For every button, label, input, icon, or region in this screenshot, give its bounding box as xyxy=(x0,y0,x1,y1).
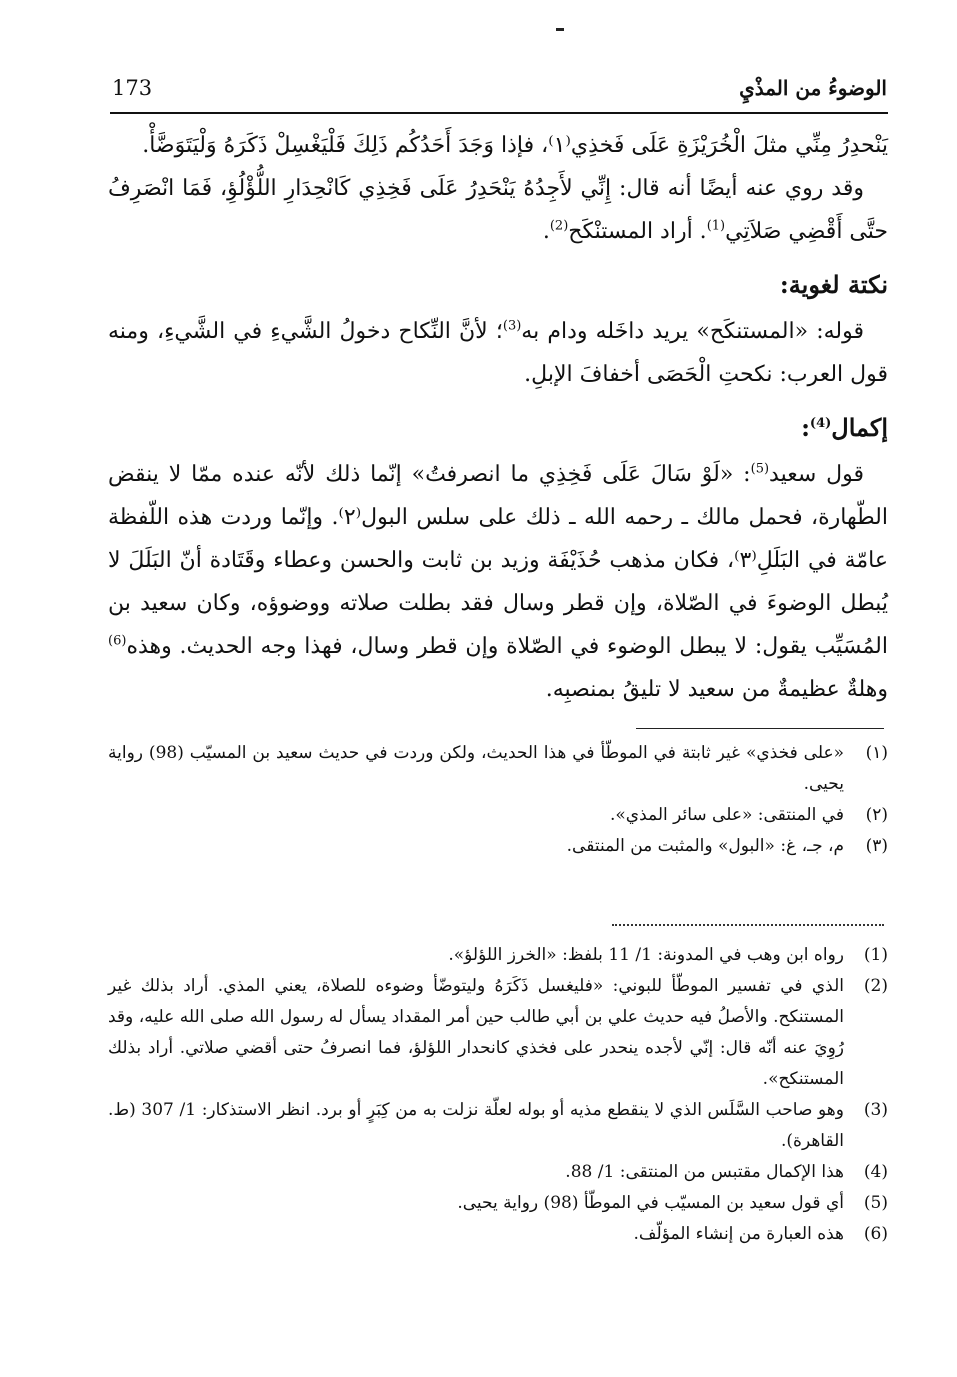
footnote xyxy=(108,1188,888,1219)
main-text xyxy=(108,124,888,711)
paragraph-3: قوله: «المستنكَح» يريد داخَله ودام به$^{(3)}$؛ لأنَّ النِّكاح دخولُ الشَّيءِ في الشَّيءِ، ومنه قول العرب: نكحتِ الْحَصَى أخفافَ الإبلِ. xyxy=(108,318,888,387)
footnote-text: أي قول سعيد بن المسيّب في الموطّأ (98) رواية يحيى. xyxy=(457,1193,844,1213)
footnote-number: (2) xyxy=(863,976,888,996)
footnote xyxy=(108,940,888,971)
manuscript-note xyxy=(108,800,888,831)
note-text: «على فخذي» غير ثابتة في الموطّأ في هذا الحديث، ولكن وردت في حديث سعيد بن المسيّب (98) رواية يحيى. xyxy=(108,743,845,794)
footnote xyxy=(108,1157,888,1188)
print-mark xyxy=(556,28,564,31)
manuscript-note xyxy=(108,738,888,800)
paragraph-2: وقد روي عنه أيضًا أنه قال: إِنِّي لأَجِدُهُ يَنْحَدِرُ عَلَى فَخِذِي كَانْحِدَارِ اللُّؤْلُؤِ، فَمَا انْصَرِفُ حتَّى أَقْضِي صَلاَتِي$^{(1)}$. أراد المستنْكَح$^{(2)}$. xyxy=(108,176,888,244)
section-heading-ikmal: إكمال$^{(4)}$: xyxy=(801,413,888,442)
footnotes xyxy=(108,940,888,1250)
footnote-rule xyxy=(636,728,884,729)
footnote-number: (6) xyxy=(863,1224,888,1244)
paragraph-4: قول سعيد$^{(5)}$: «لَوْ سَالَ عَلَى فَخِذِي ما انصرفتُ» إنّما ذلك لأنّه عنده ممّا لا ينقض الطّهارة، فحمل مالك ـ رحمه الله ـ ذلك على سلس البول⁽٢⁾. وإنّما وردت هذه اللّفظة عامّة في البَلَلِ⁽٣⁾، فكان مذهب حُذَيْفَة وزيد بن ثابت والحسن وعطاء وقَتَادة أنّ البَلَلَ لا يُبطل الوضوءَ في الصّلاة، وإن قطر وسال فقد بطلت صلاته ووضوؤه، وكان سعيد بن المُسَيِّب يقول: لا يبطل الوضوء في الصّلاة وإن قطر وسال، فهذا وجه الحديث. وهذه$^{(6)}$ وهلةٌ عظيمةٌ من سعيد لا تليقُ بمنصبِه. xyxy=(108,461,888,702)
footnote-text: وهو صاحب السَّلَس الذي لا ينقطع مذيه أو بوله لعلّة نزلت به من كِبَرٍ أو برد. انظر الاستذكار: 1/ 307 (ط. القاهرة). xyxy=(108,1100,844,1151)
footnote-ref: (2) xyxy=(549,218,569,234)
note-number: (٣) xyxy=(865,836,888,856)
running-title: الوضوءُ من المذْيِ xyxy=(739,76,887,100)
footnote-ref: (3) xyxy=(502,318,522,334)
page-number: 173 xyxy=(112,76,153,100)
footnote-number: (3) xyxy=(863,1100,888,1120)
footnote-ref: (5) xyxy=(750,461,770,477)
manuscript-notes xyxy=(108,738,888,862)
manuscript-note xyxy=(108,831,888,862)
note-number: (٢) xyxy=(865,805,888,825)
footnote-ref: (4) xyxy=(809,416,832,431)
page-header xyxy=(112,72,887,108)
footnote-text: هذا الإكمال مقتبس من المنتقى: 1/ 88. xyxy=(565,1162,844,1182)
footnote-ref: (6) xyxy=(108,633,127,649)
paragraph-1: يَنْحدِرُ مِنِّي مثلَ الْخُرَيْزَةِ عَلَى فَخذِي⁽١⁾، فإذا وَجَدَ أَحَدُكُم ذَلِكَ فَلْيَغْسِلْ ذَكَرَهُ وَلْيَتَوَضَّأْ. xyxy=(142,133,888,158)
footnote-text: رواه ابن وهب في المدونة: 1/ 11 بلفظ: «الخرز اللؤلؤ». xyxy=(448,945,844,965)
note-text: م، جـ، غ: «البول» والمثبت من المنتقى. xyxy=(566,836,844,856)
section-heading-linguistic-note: نكتة لغوية: xyxy=(779,270,888,299)
footnote-text: الذي في تفسير الموطّأ للبوني: «فليغسل ذَكَرَهُ وليتوضّأ وضوءه للصلاة، يعني المذي. أراد بذلك غير المستنكح. والأصلُ فيه حديث علي بن أبي طالب حين أمر المقداد يسأل له رسول الله صلى الله عليه، وقد رُوِيَ عنه أنّه قال: إنّي لأجده ينحدر على فخذي كانحدار اللؤلؤ، فما انصرفُ حتى أقضي صلاتي. أراد بذلك المستنكح». xyxy=(108,976,844,1089)
note-text: في المنتقى: «على سائر المذي». xyxy=(609,805,844,825)
footnote-text: هذه العبارة من إنشاء المؤلّف. xyxy=(633,1224,844,1244)
note-number: (١) xyxy=(865,743,888,763)
footnote xyxy=(108,1219,888,1250)
footnote-number: (4) xyxy=(863,1162,888,1182)
footnote xyxy=(108,971,888,1095)
footnote-number: (5) xyxy=(863,1193,888,1213)
footnote xyxy=(108,1095,888,1157)
footnote-ref: (1) xyxy=(706,218,726,234)
dotted-separator xyxy=(612,904,884,926)
header-rule xyxy=(110,112,888,114)
footnote-number: (1) xyxy=(863,945,888,965)
